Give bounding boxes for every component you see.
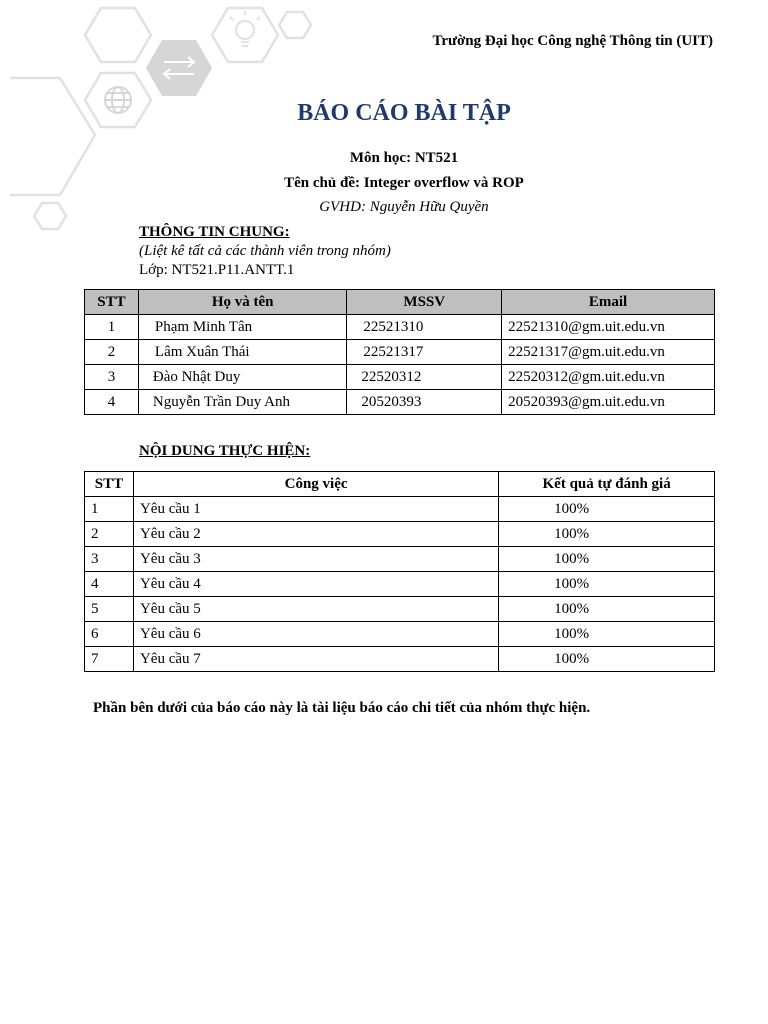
task-stt: 6 [85, 622, 134, 647]
member-stt: 2 [85, 340, 139, 365]
header-task: Công việc [133, 472, 498, 497]
member-email: 22521310@gm.uit.edu.vn [502, 315, 715, 340]
member-stt: 1 [85, 315, 139, 340]
task-result: 100% [499, 647, 715, 672]
task-stt: 7 [85, 647, 134, 672]
member-mssv: 20520393 [347, 390, 502, 415]
hexagon-outline [279, 12, 311, 38]
task-stt: 2 [85, 522, 134, 547]
task-name: Yêu cầu 4 [133, 572, 498, 597]
report-title: BÁO CÁO BÀI TẬP [297, 100, 511, 126]
member-mssv: 22521310 [347, 315, 502, 340]
table-row [85, 547, 715, 572]
header-stt: STT [85, 472, 134, 497]
hexagon-filled [146, 40, 212, 96]
advisor-line: GVHD: Nguyễn Hữu Quyền [319, 199, 489, 215]
member-mssv: 22520312 [347, 365, 502, 390]
general-info-heading: THÔNG TIN CHUNG: [139, 224, 290, 240]
task-stt: 4 [85, 572, 134, 597]
table-row [85, 622, 715, 647]
hexagon-outline [212, 8, 278, 62]
school-name: Trường Đại học Công nghệ Thông tin (UIT) [432, 33, 713, 49]
task-name: Yêu cầu 1 [133, 497, 498, 522]
table-row [85, 647, 715, 672]
member-stt: 4 [85, 390, 139, 415]
member-mssv: 22521317 [347, 340, 502, 365]
table-row [85, 365, 715, 390]
task-result: 100% [499, 547, 715, 572]
task-name: Yêu cầu 2 [133, 522, 498, 547]
member-name: Phạm Minh Tân [138, 315, 347, 340]
member-name: Nguyễn Trần Duy Anh [138, 390, 347, 415]
table-row [85, 497, 715, 522]
task-result: 100% [499, 597, 715, 622]
topic-line: Tên chủ đề: Integer overflow và ROP [284, 175, 524, 191]
member-stt: 3 [85, 365, 139, 390]
members-table [84, 289, 715, 415]
header-mssv: MSSV [347, 290, 502, 315]
task-stt: 3 [85, 547, 134, 572]
header-email: Email [502, 290, 715, 315]
task-name: Yêu cầu 5 [133, 597, 498, 622]
task-stt: 5 [85, 597, 134, 622]
member-name: Lâm Xuân Thái [138, 340, 347, 365]
task-name: Yêu cầu 7 [133, 647, 498, 672]
tasks-table [84, 471, 715, 672]
table-row [85, 340, 715, 365]
table-row [85, 522, 715, 547]
task-result: 100% [499, 497, 715, 522]
header-name: Họ và tên [138, 290, 347, 315]
task-result: 100% [499, 622, 715, 647]
footer-note: Phần bên dưới của báo cáo này là tài liệu báo cáo chi tiết của nhóm thực hiện. [93, 700, 591, 716]
member-email: 20520393@gm.uit.edu.vn [502, 390, 715, 415]
header-stt: STT [85, 290, 139, 315]
subject-line: Môn học: NT521 [349, 150, 459, 166]
table-row [85, 597, 715, 622]
task-name: Yêu cầu 6 [133, 622, 498, 647]
header-result: Kết quả tự đánh giá [499, 472, 715, 497]
lightbulb-icon [230, 11, 260, 46]
task-result: 100% [499, 572, 715, 597]
table-row [85, 315, 715, 340]
content-heading: NỘI DUNG THỰC HIỆN: [139, 443, 311, 459]
tasks-header-row [85, 472, 715, 497]
member-email: 22521317@gm.uit.edu.vn [502, 340, 715, 365]
task-stt: 1 [85, 497, 134, 522]
member-name: Đào Nhật Duy [138, 365, 347, 390]
members-header-row [85, 290, 715, 315]
table-row [85, 572, 715, 597]
member-email: 22520312@gm.uit.edu.vn [502, 365, 715, 390]
task-result: 100% [499, 522, 715, 547]
table-row [85, 390, 715, 415]
general-info-note: (Liệt kê tất cả các thành viên trong nhóm) [139, 243, 391, 259]
class-line: Lớp: NT521.P11.ANTT.1 [139, 262, 295, 278]
hexagon-outline [85, 8, 151, 62]
task-name: Yêu cầu 3 [133, 547, 498, 572]
